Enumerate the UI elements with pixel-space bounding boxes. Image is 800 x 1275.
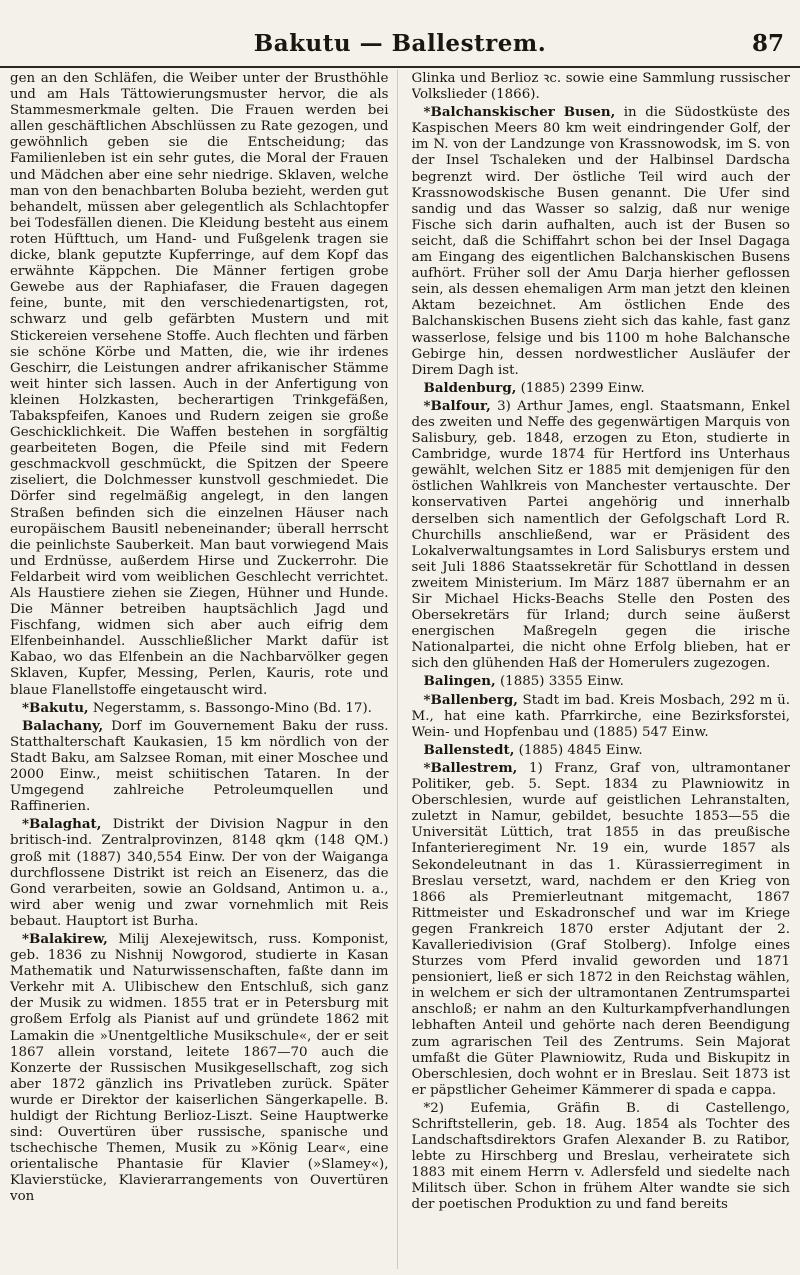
entry-headword: *Ballestrem, [423,759,518,776]
entry [412,380,791,397]
entry-headword: *Balchanskischer Busen, [423,104,616,121]
entry [412,70,791,103]
entry [412,673,791,690]
entry [412,742,791,759]
running-title: Bakutu — Ballestrem. [253,30,547,57]
text-columns [10,70,790,1269]
entry-text: Milij Alexejewitsch, russ. Komponist, geb. 1836 zu Nishnij Nowgorod, studierte in Kasan Mathematik und Naturwissenschaften, faßte dann im Verkehr mit A. Ulibischew den Entschluß, sich ganz der Musik zu widmen. 1855 trat er in Petersburg mit großem Erfolg als Pianist auf und gründete 1862 mit Lamakin die »Unentgeltliche Musikschule«, der er seit 1867 allein vorstand, leitete 1867—70 auch die Konzerte der Russischen Musikgesellschaft, zog sich aber 1872 gänzlich ins Privatleben zurück. Später wurde er Direktor der kaiserlichen Sängerkapelle. B. huldigt der Richtung Berlioz-Liszt. Seine Hauptwerke sind: Ouvertüren über russische, spanische und tschechische Themen, Musik zu »König Lear«, eine orientalische Phantasie für Klavier (»Slamey«), Klavierstücke, Klavierarrangements von Ouvertüren von [10,931,389,1205]
entry [10,718,389,816]
entry [10,70,389,699]
entry [10,816,389,930]
entry-text: gen an den Schläfen, die Weiber unter der Brusthöhle und am Hals Tättowierungsmuster hervor, die als Stammesmerkmale gelten. Die Frauen werden bei allen geschäftlichen Abschlüssen zu Rate gezogen, und gewöhnlich geben sie die Entscheidung; das Familienleben ist ein sehr gutes, die Moral der Frauen und Mädchen aber eine sehr niedrige. Sklaven, welche man von den benachbarten Boluba bezieht, werden gut behandelt, müssen aber gelegentlich als Schlachtopfer bei Todesfällen dienen. Die Kleidung besteht aus einem roten Hüfttuch, um Hand- und Fußgelenk tragen sie dicke, blank geputzte Kupferringe, auf dem Kopf das erwähnte Käppchen. Die Männer fertigen grobe Gewebe aus der Raphiafaser, die Frauen dagegen feine, bunte, mit den verschiedenartigsten, rot, schwarz und gelb gefärbten Mustern und mit Stickereien versehene Stoffe. Auch flechten und färben sie schöne Körbe und Matten, die, wie ihr irdenes Geschirr, die Leistungen andrer afrikanischer Stämme weit hinter sich lassen. Auch in der Anfertigung von kleinen Holzkasten, becherartigen Trinkgefäßen, Tabakspfeifen, Kanoes und Rudern zeigen sie große Geschicklichkeit. Die Waffen bestehen in sorgfältig gearbeiteten Bogen, die Pfeile sind mit Federn geschmackvoll geschmückt, die Spitzen der Speere ziseliert, die Dolchmesser kunstvoll geschmiedet. Die Dörfer sind regelmäßig angelegt, in den langen Straßen befinden sich die einzelnen Häuser nach europäischem Bausitl nebeneinander; überall herrscht die peinlichste Sauberkeit. Man baut vorwiegend Mais und Erdnüsse, außerdem Hirse und Zuckerrohr. Die Feldarbeit wird vom weiblichen Geschlecht verrichtet. Als Haustiere ziehen sie Ziegen, Hühner und Hunde. Die Männer betreiben hauptsächlich Jagd und Fischfang, widmen sich aber auch eifrig dem Elfenbeinhandel. Ausschließlicher Markt dafür ist Kabao, wo das Elfenbein an die Nachbarvölker gegen Sklaven, Kupfer, Messing, Perlen, Kauris, rote und blaue Flanellstoffe eingetauscht wird. [10,71,389,698]
entry [412,692,791,741]
page-header [0,22,800,68]
entry [10,931,389,1206]
entry-text: Negerstamm, s. Bassongo-Mino (Bd. 17). [88,700,372,716]
entry-headword: *Bakutu, [22,699,89,716]
entry-headword: *Balfour, [423,397,491,414]
entry [10,700,389,717]
entry-text: *2) Eufemia, Gräfin B. di Castellengo, Schriftstellerin, geb. 18. Aug. 1854 als Tochter des Landschaftsdirektors Grafen Alexander B. zu Ratibor, lebte zu Hirschberg und Breslau, verheiratete sich 1883 mit einem Herrn v. Adlersfeld und siedelte nach Militsch über. Schon in frühem Alter wandte sie sich der poetischen Produktion zu und fand bereits [411,1100,790,1213]
entry-text: (1885) 4845 Einw. [514,742,643,758]
entry-text: Glinka und Berlioz ꝛc. sowie eine Sammlung russischer Volkslieder (1866). [411,71,790,103]
entry-text: 3) Arthur James, engl. Staatsmann, Enkel des zweiten und Neffe des gegenwärtigen Marquis von Salisbury, geb. 1848, erzogen zu Eton, studierte in Cambridge, wurde 1874 für Hertford ins Unterhaus gewählt, welchen Sitz er 1885 mit demjenigen für den östlichen Wahlkreis von Manchester vertauschte. Der konservativen Partei angehörig und innerhalb derselben sich namentlich der Gefolgschaft Lord R. Churchills anschließend, war er Präsident des Lokalverwaltungsamtes in Lord Salisburys erstem und seit Juli 1886 Staatssekretär für Schottland in dessen zweitem Ministerium. Im März 1887 übernahm er an Sir Michael Hicks-Beachs Stelle den Posten des Obersekretärs für Irland; durch seine äußerst energischen Maßregeln gegen die irische Nationalpartei, die nicht ohne Erfolg blieben, hat er sich den glühenden Haß der Homerulers zugezogen. [411,398,790,672]
entry [412,398,791,673]
entry-headword: *Balaghat, [22,816,102,833]
entry-headword: Ballenstedt, [423,741,515,758]
entry [412,1100,791,1214]
entry-headword: Balachany, [22,717,104,734]
entry-text: Dorf im Gouvernement Baku der russ. Statthalterschaft Kaukasien, 15 km nördlich von der Stadt Baku, am Salzsee Roman, mit einer Moschee und 2000 Einw., meist schiitischen Tataren. In der Umgegend zahlreiche Petroleumquellen und Raffinerien. [10,718,389,815]
entry-text: Stadt im bad. Kreis Mosbach, 292 m ü. M., hat eine kath. Pfarrkirche, eine Bezirksforstei, Wein- und Hopfenbau und (1885) 547 Einw. [411,692,790,740]
entry-text: (1885) 3355 Einw. [495,674,624,690]
entry-headword: *Balakirew, [22,930,108,947]
entry [412,104,791,379]
entry-headword: Balingen, [423,673,496,690]
left-column [10,70,398,1269]
entry-text: Distrikt der Division Nagpur in den britisch-ind. Zentralprovinzen, 8148 qkm (148 QM.) groß mit (1887) 340,554 Einw. Der von der Waiganga durchflossene Distrikt ist reich an Eisenerz, das die Gond verarbeiten, sowie an Goldsand, Antimon u. a., wird aber wenig und zwar vornehmlich mit Reis bebaut. Hauptort ist Burha. [10,817,389,929]
entry-headword: Baldenburg, [423,379,517,396]
entry-headword: *Ballenberg, [423,691,518,708]
page-number: 87 [751,30,784,57]
entry-text: (1885) 2399 Einw. [516,380,645,396]
entry [412,760,791,1099]
right-column [412,70,791,1269]
entry-text: 1) Franz, Graf von, ultramontaner Politiker, geb. 5. Sept. 1834 zu Plawniowitz in Oberschlesien, wurde auf geistlichen Lehranstalten, zuletzt in Namur, gebildet, besuchte 1853—55 die Universität Lüttich, trat 1855 in das preußische Infanterieregiment Nr. 19 ein, wurde 1857 als Sekondeleutnant in das 1. Kürassierregiment in Breslau versetzt, ward, nachdem er den Krieg von 1866 als Premierleutnant mitgemacht, 1867 Rittmeister und Eskadronschef und war im Kriege gegen Frankreich 1870 erster Adjutant der 2. Kavalleriedivision (Graf Stolberg). Infolge eines Sturzes vom Pferd invalid geworden und 1871 pensioniert, ließ er sich 1872 in den Reichstag wählen, in welchem er sich der ultramontanen Zentrumspartei anschloß; er nahm an den Kulturkampfverhandlungen lebhaften Anteil und gehörte nach deren Beendigung zum agrarischen Teil des Zentrums. Sein Majorat umfaßt die Güter Plawniowitz, Ruda und Biskupitz in Oberschlesien, doch wohnt er in Breslau. Seit 1873 ist er päpstlicher Geheimer Kämmerer di spada e cappa. [411,760,790,1098]
entry-text: in die Südostküste des Kaspischen Meers 80 km weit eindringender Golf, der im N. von der Landzunge von Krassnowodsk, im S. von der Insel Tschaleken und der Halbinsel Dardscha begrenzt wird. Der östliche Teil wird auch der Krassnowodskische Busen genannt. Die Ufer sind sandig und das Wasser so salzig, daß nur wenige Fische sich darin aufhalten, auch ist der Busen so seicht, daß die Schiffahrt schon bei der Insel Dagaga am Eingang des eigentlichen Balchanskischen Busens aufhört. Früher soll der Amu Darja hierher geflossen sein, als dessen ehemaligen Arm man jetzt den kleinen Aktam bezeichnet. Am östlichen Ende des Balchanskischen Busens zieht sich das kahle, fast ganz wasserlose, felsige und bis 1100 m hohe Balchansche Gebirge hin, dessen nordwestlicher Ausläufer der Direm Dagh ist. [411,105,790,378]
